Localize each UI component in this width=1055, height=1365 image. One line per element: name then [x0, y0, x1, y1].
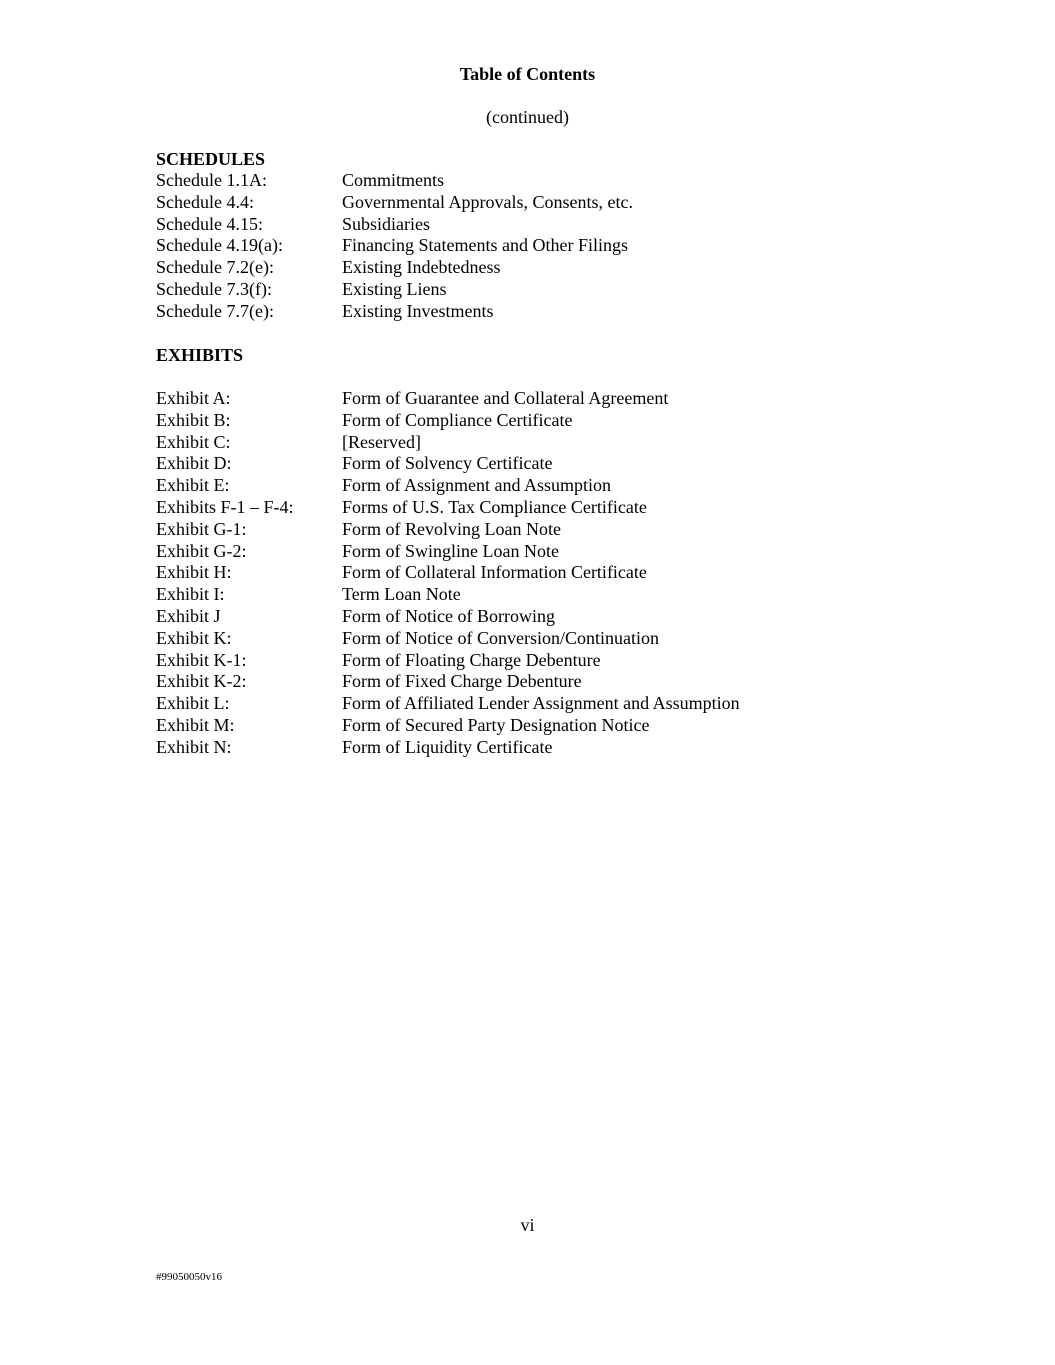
- schedule-label: Schedule 7.2(e):: [156, 257, 274, 278]
- schedule-entry: [156, 279, 633, 301]
- schedule-entry: [156, 257, 633, 279]
- exhibit-entry: [156, 671, 740, 693]
- exhibit-description: Form of Collateral Information Certificate: [342, 562, 647, 583]
- exhibit-label: Exhibit A:: [156, 388, 231, 408]
- exhibit-entry: [156, 497, 740, 519]
- exhibit-description: Form of Revolving Loan Note: [342, 518, 561, 539]
- exhibit-label: Exhibit K-1:: [156, 649, 247, 670]
- exhibit-description: Form of Secured Party Designation Notice: [342, 714, 650, 735]
- exhibit-label: Exhibit I:: [156, 584, 225, 605]
- schedule-description: Existing Indebtedness: [342, 257, 501, 278]
- exhibits-heading: EXHIBITS: [156, 345, 244, 365]
- exhibit-label: Exhibit C:: [156, 431, 231, 452]
- exhibit-label: Exhibit K-2:: [156, 671, 247, 692]
- exhibit-description: Form of Fixed Charge Debenture: [342, 671, 582, 692]
- schedule-description: Governmental Approvals, Consents, etc.: [342, 191, 633, 212]
- exhibit-entry: [156, 432, 740, 454]
- exhibit-description: Form of Notice of Conversion/Continuation: [342, 627, 659, 648]
- exhibit-entry: [156, 606, 740, 628]
- exhibit-label: Exhibit E:: [156, 475, 230, 496]
- schedule-label: Schedule 1.1A:: [156, 170, 267, 190]
- exhibit-label: Exhibit J: [156, 605, 221, 626]
- page-subtitle: (continued): [486, 107, 569, 127]
- exhibit-entry: [156, 628, 740, 650]
- exhibit-entry: [156, 410, 740, 432]
- exhibit-entry: [156, 388, 740, 410]
- exhibit-label: Exhibit H:: [156, 562, 232, 583]
- schedules-list: [156, 170, 633, 323]
- schedule-entry: [156, 301, 633, 323]
- schedule-entry: [156, 214, 633, 236]
- schedule-description: Subsidiaries: [342, 213, 430, 234]
- exhibit-label: Exhibit L:: [156, 693, 230, 714]
- exhibit-label: Exhibit M:: [156, 714, 235, 735]
- exhibit-entry: [156, 650, 740, 672]
- exhibit-entry: [156, 693, 740, 715]
- exhibit-description: Form of Assignment and Assumption: [342, 475, 612, 496]
- exhibit-label: Exhibit G-2:: [156, 540, 247, 561]
- exhibit-description: Form of Affiliated Lender Assignment and Assumption: [342, 693, 740, 714]
- schedule-label: Schedule 4.19(a):: [156, 235, 283, 256]
- schedule-description: Financing Statements and Other Filings: [342, 235, 628, 256]
- page-title: Table of Contents: [459, 64, 596, 84]
- exhibit-description: Form of Notice of Borrowing: [342, 605, 555, 626]
- schedules-heading: SCHEDULES: [156, 149, 266, 169]
- schedule-description: Existing Investments: [342, 300, 494, 321]
- schedule-description: Existing Liens: [342, 278, 447, 299]
- exhibit-description: Form of Floating Charge Debenture: [342, 649, 601, 670]
- exhibit-label: Exhibit D:: [156, 453, 232, 474]
- page-number: vi: [520, 1215, 535, 1235]
- exhibit-label: Exhibit B:: [156, 409, 231, 430]
- schedule-label: Schedule 4.15:: [156, 213, 263, 234]
- exhibit-entry: [156, 715, 740, 737]
- exhibit-description: [Reserved]: [342, 431, 421, 452]
- schedule-entry: [156, 170, 633, 192]
- exhibit-description: Term Loan Note: [342, 584, 461, 605]
- exhibit-label: Exhibit G-1:: [156, 518, 247, 539]
- exhibit-description: Form of Guarantee and Collateral Agreement: [342, 388, 669, 408]
- exhibit-entry: [156, 475, 740, 497]
- exhibits-list: [156, 388, 740, 759]
- exhibit-label: Exhibit N:: [156, 736, 232, 757]
- schedule-description: Commitments: [342, 170, 445, 190]
- schedule-label: Schedule 7.3(f):: [156, 278, 272, 299]
- exhibit-description: Form of Solvency Certificate: [342, 453, 553, 474]
- exhibit-description: Form of Swingline Loan Note: [342, 540, 559, 561]
- exhibit-label: Exhibits F-1 – F-4:: [156, 496, 294, 517]
- schedule-label: Schedule 7.7(e):: [156, 300, 274, 321]
- document-id: #99050050v16: [156, 1271, 222, 1283]
- exhibit-description: Forms of U.S. Tax Compliance Certificate: [342, 496, 647, 517]
- exhibit-entry: [156, 562, 740, 584]
- exhibit-entry: [156, 453, 740, 475]
- exhibit-entry: [156, 519, 740, 541]
- exhibit-label: Exhibit K:: [156, 627, 232, 648]
- exhibit-entry: [156, 737, 740, 759]
- schedule-label: Schedule 4.4:: [156, 191, 254, 212]
- exhibit-description: Form of Compliance Certificate: [342, 409, 573, 430]
- exhibit-entry: [156, 541, 740, 563]
- exhibit-description: Form of Liquidity Certificate: [342, 736, 553, 757]
- schedule-entry: [156, 235, 633, 257]
- schedule-entry: [156, 192, 633, 214]
- exhibit-entry: [156, 584, 740, 606]
